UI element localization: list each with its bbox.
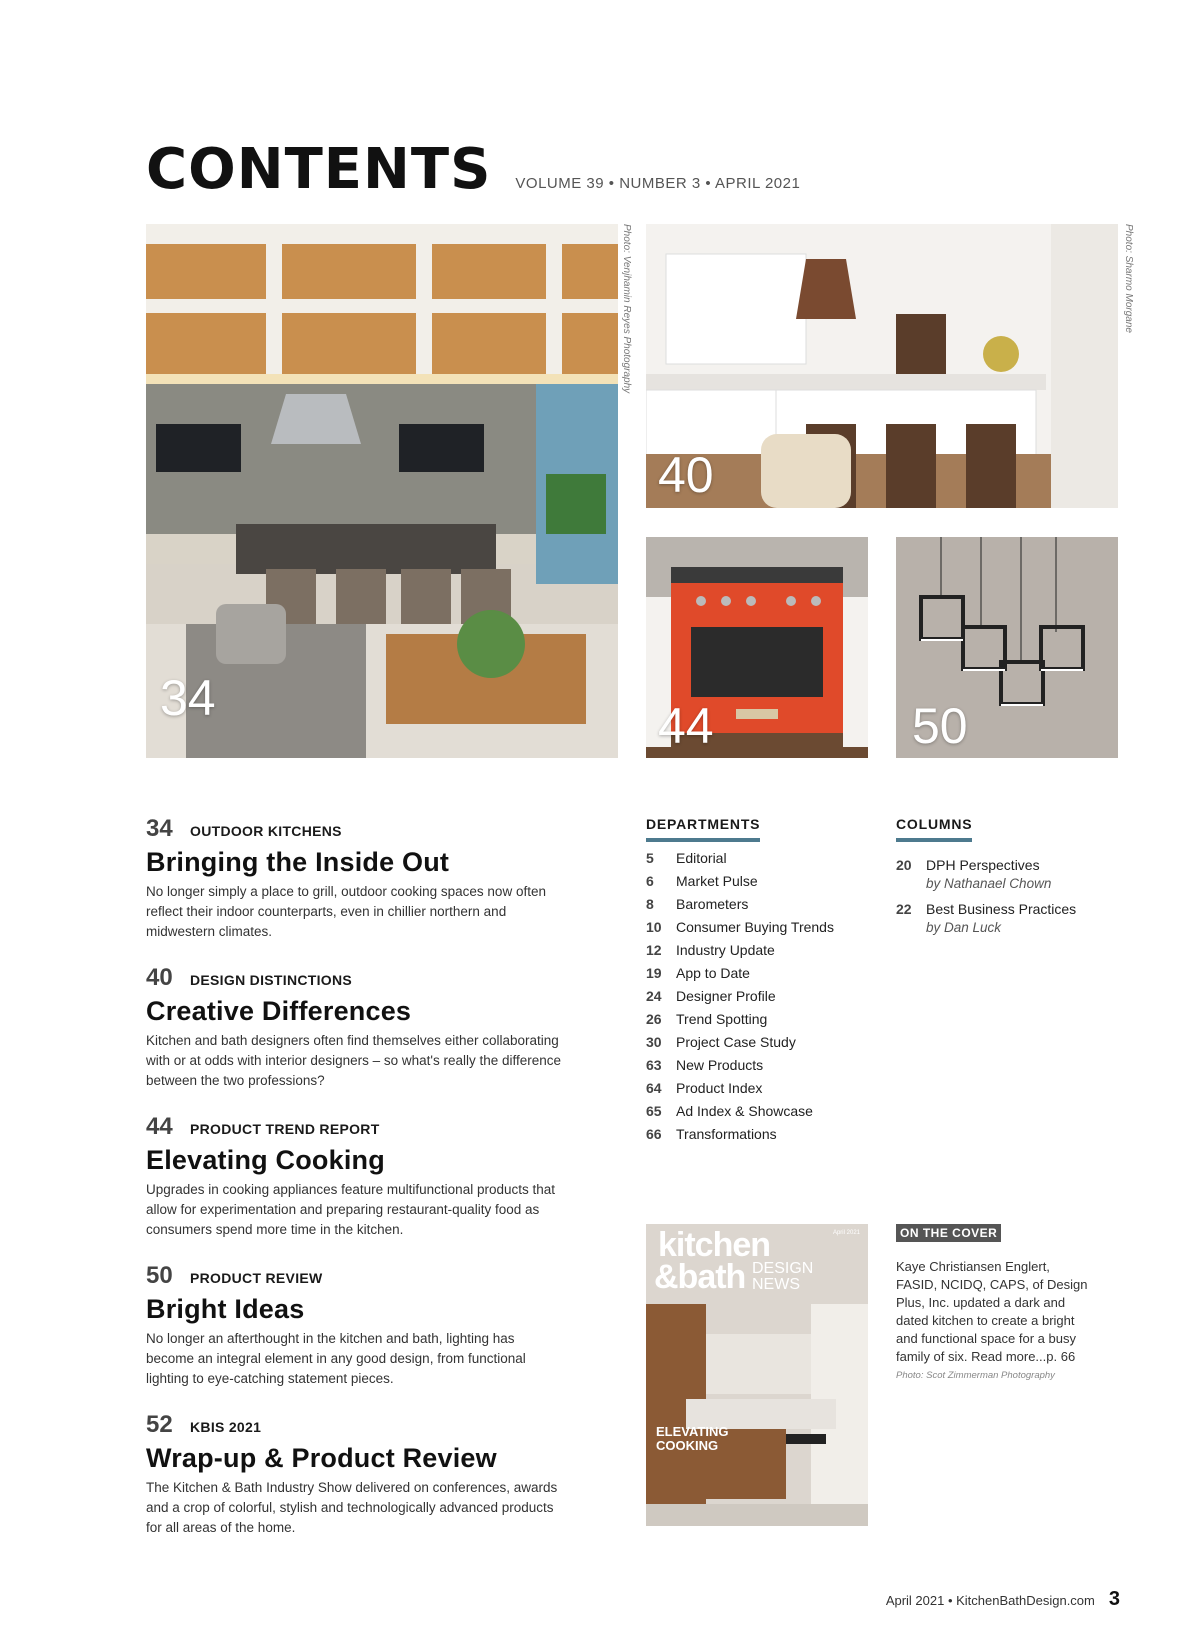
list-item[interactable] bbox=[646, 1011, 834, 1034]
column-byline: by Dan Luck bbox=[926, 920, 1002, 935]
page-header bbox=[146, 137, 801, 202]
feature-category: DESIGN DISTINCTIONS bbox=[190, 972, 353, 988]
list-item[interactable] bbox=[646, 1126, 834, 1149]
list-item[interactable] bbox=[646, 850, 834, 873]
dept-page: 8 bbox=[646, 896, 654, 912]
feature-description: No longer simply a place to grill, outdoor cooking spaces now often reflect their indoor counterparts, even in chillier northern and midwestern climates. bbox=[146, 884, 546, 939]
feature-title[interactable]: Creative Differences bbox=[146, 996, 412, 1026]
dept-page: 26 bbox=[646, 1011, 662, 1027]
issue-info: VOLUME 39 • NUMBER 3 • APRIL 2021 bbox=[515, 175, 801, 192]
on-the-cover-tag: ON THE COVER bbox=[896, 1224, 1001, 1242]
dept-name: App to Date bbox=[676, 965, 750, 981]
page-number: 3 bbox=[1108, 1588, 1120, 1610]
feature-page-number: 40 bbox=[146, 964, 173, 991]
photo-credit: Photo: Venjhamin Reyes Photography bbox=[621, 224, 632, 394]
list-item[interactable] bbox=[646, 1103, 834, 1126]
feature-title[interactable]: Bringing the Inside Out bbox=[146, 847, 450, 877]
list-item[interactable] bbox=[896, 901, 1076, 935]
photo-page-number: 34 bbox=[160, 670, 216, 726]
feature-description: Upgrades in cooking appliances feature multifunctional products that allow for experimentation and preparing restaurant-quality food as consumers spend more time in the kitchen. bbox=[146, 1182, 555, 1237]
page-footer bbox=[886, 1588, 1120, 1611]
dept-name: Trend Spotting bbox=[676, 1011, 768, 1027]
outdoor-kitchen-illustration bbox=[146, 224, 618, 758]
page-title: CONTENTS bbox=[146, 137, 492, 202]
dept-name: Consumer Buying Trends bbox=[676, 919, 834, 935]
dept-page: 24 bbox=[646, 988, 662, 1004]
feature-item[interactable] bbox=[146, 1262, 566, 1389]
feature-category: PRODUCT REVIEW bbox=[190, 1270, 323, 1286]
feature-page-number: 52 bbox=[146, 1411, 173, 1438]
feature-description: Kitchen and bath designers often find themselves either collaborating with or at odds with interior designers – so what's really the difference between the two professions? bbox=[146, 1033, 562, 1088]
dept-name: Market Pulse bbox=[676, 873, 758, 889]
dept-name: Barometers bbox=[676, 896, 749, 912]
photo-credit: Photo: Sharmo Morgane bbox=[1123, 224, 1134, 333]
photo-orange-range[interactable] bbox=[646, 537, 868, 758]
feature-title[interactable]: Bright Ideas bbox=[146, 1294, 305, 1324]
dept-name: New Products bbox=[676, 1057, 764, 1073]
column-page: 22 bbox=[896, 901, 912, 917]
photo-page-number: 50 bbox=[912, 698, 968, 754]
photo-page-number: 44 bbox=[658, 698, 714, 754]
cover-thumbnail[interactable] bbox=[646, 1224, 868, 1526]
dept-page: 19 bbox=[646, 965, 662, 981]
feature-item[interactable] bbox=[146, 1411, 566, 1538]
list-item[interactable] bbox=[646, 1034, 834, 1057]
dept-name: Industry Update bbox=[676, 942, 775, 958]
feature-title[interactable]: Wrap-up & Product Review bbox=[146, 1443, 497, 1473]
feature-category: OUTDOOR KITCHENS bbox=[190, 823, 342, 839]
column-name: DPH Perspectives bbox=[926, 857, 1040, 873]
column-page: 20 bbox=[896, 857, 912, 873]
feature-page-number: 50 bbox=[146, 1262, 173, 1289]
cover-masthead: kitchen bbox=[658, 1226, 771, 1264]
dept-page: 6 bbox=[646, 873, 654, 889]
feature-title[interactable]: Elevating Cooking bbox=[146, 1145, 385, 1175]
photo-pendant-light[interactable] bbox=[896, 537, 1118, 758]
list-item[interactable] bbox=[646, 988, 834, 1011]
feature-item[interactable] bbox=[146, 964, 566, 1091]
feature-category: KBIS 2021 bbox=[190, 1419, 262, 1435]
dept-name: Editorial bbox=[676, 850, 727, 866]
departments-heading: DEPARTMENTS bbox=[646, 816, 760, 842]
dept-page: 66 bbox=[646, 1126, 662, 1142]
feature-item[interactable] bbox=[146, 1113, 566, 1240]
list-item[interactable] bbox=[646, 1057, 834, 1080]
list-item[interactable] bbox=[646, 942, 834, 965]
list-item[interactable] bbox=[896, 857, 1076, 891]
cover-masthead-news: NEWS bbox=[752, 1276, 800, 1293]
on-the-cover-text: Kaye Christiansen Englert, FASID, NCIDQ, CAPS, of Design Plus, Inc. updated a dark and dated kitchen to create a bright and functional space for a busy family of six. Read more...p. 66 bbox=[896, 1259, 1088, 1364]
feature-page-number: 34 bbox=[146, 815, 173, 842]
feature-item[interactable] bbox=[146, 815, 566, 942]
cover-headline-2: COOKING bbox=[656, 1438, 719, 1453]
white-kitchen-illustration bbox=[646, 224, 1118, 508]
photo-outdoor-kitchen[interactable] bbox=[146, 224, 618, 758]
list-item[interactable] bbox=[646, 1080, 834, 1103]
dept-name: Product Index bbox=[676, 1080, 763, 1096]
dept-page: 12 bbox=[646, 942, 662, 958]
cover-masthead-design: DESIGN bbox=[752, 1260, 814, 1277]
departments-list bbox=[646, 850, 834, 1149]
columns-heading: COLUMNS bbox=[896, 816, 972, 842]
feature-page-number: 44 bbox=[146, 1113, 173, 1140]
columns-list bbox=[896, 857, 1076, 945]
dept-name: Designer Profile bbox=[676, 988, 776, 1004]
column-byline: by Nathanael Chown bbox=[926, 876, 1052, 891]
dept-page: 63 bbox=[646, 1057, 662, 1073]
feature-description: The Kitchen & Bath Industry Show delivered on conferences, awards and a crop of colorful, stylish and technologically advanced products for all areas of the home. bbox=[146, 1480, 558, 1535]
dept-page: 64 bbox=[646, 1080, 662, 1096]
dept-name: Transformations bbox=[676, 1126, 777, 1142]
on-the-cover-credit: Photo: Scot Zimmerman Photography bbox=[896, 1370, 1055, 1381]
list-item[interactable] bbox=[646, 896, 834, 919]
list-item[interactable] bbox=[646, 919, 834, 942]
cover-masthead-sub: &bath bbox=[654, 1258, 746, 1296]
photo-page-number: 40 bbox=[658, 447, 714, 503]
list-item[interactable] bbox=[646, 873, 834, 896]
dept-name: Project Case Study bbox=[676, 1034, 796, 1050]
list-item[interactable] bbox=[646, 965, 834, 988]
cover-headline-1: ELEVATING bbox=[656, 1424, 729, 1439]
dept-page: 10 bbox=[646, 919, 662, 935]
dept-page: 30 bbox=[646, 1034, 662, 1050]
dept-page: 65 bbox=[646, 1103, 662, 1119]
dept-page: 5 bbox=[646, 850, 654, 866]
feature-category: PRODUCT TREND REPORT bbox=[190, 1121, 380, 1137]
column-name: Best Business Practices bbox=[926, 901, 1077, 917]
feature-description: No longer an afterthought in the kitchen and bath, lighting has become an integral element in any good design, from functional lighting to eye-catching statement pieces. bbox=[146, 1331, 526, 1386]
dept-name: Ad Index & Showcase bbox=[676, 1103, 813, 1119]
photo-design-distinctions[interactable] bbox=[646, 224, 1118, 508]
footer-text: April 2021 • KitchenBathDesign.com bbox=[885, 1593, 1095, 1608]
cover-date: April 2021 bbox=[832, 1230, 860, 1236]
